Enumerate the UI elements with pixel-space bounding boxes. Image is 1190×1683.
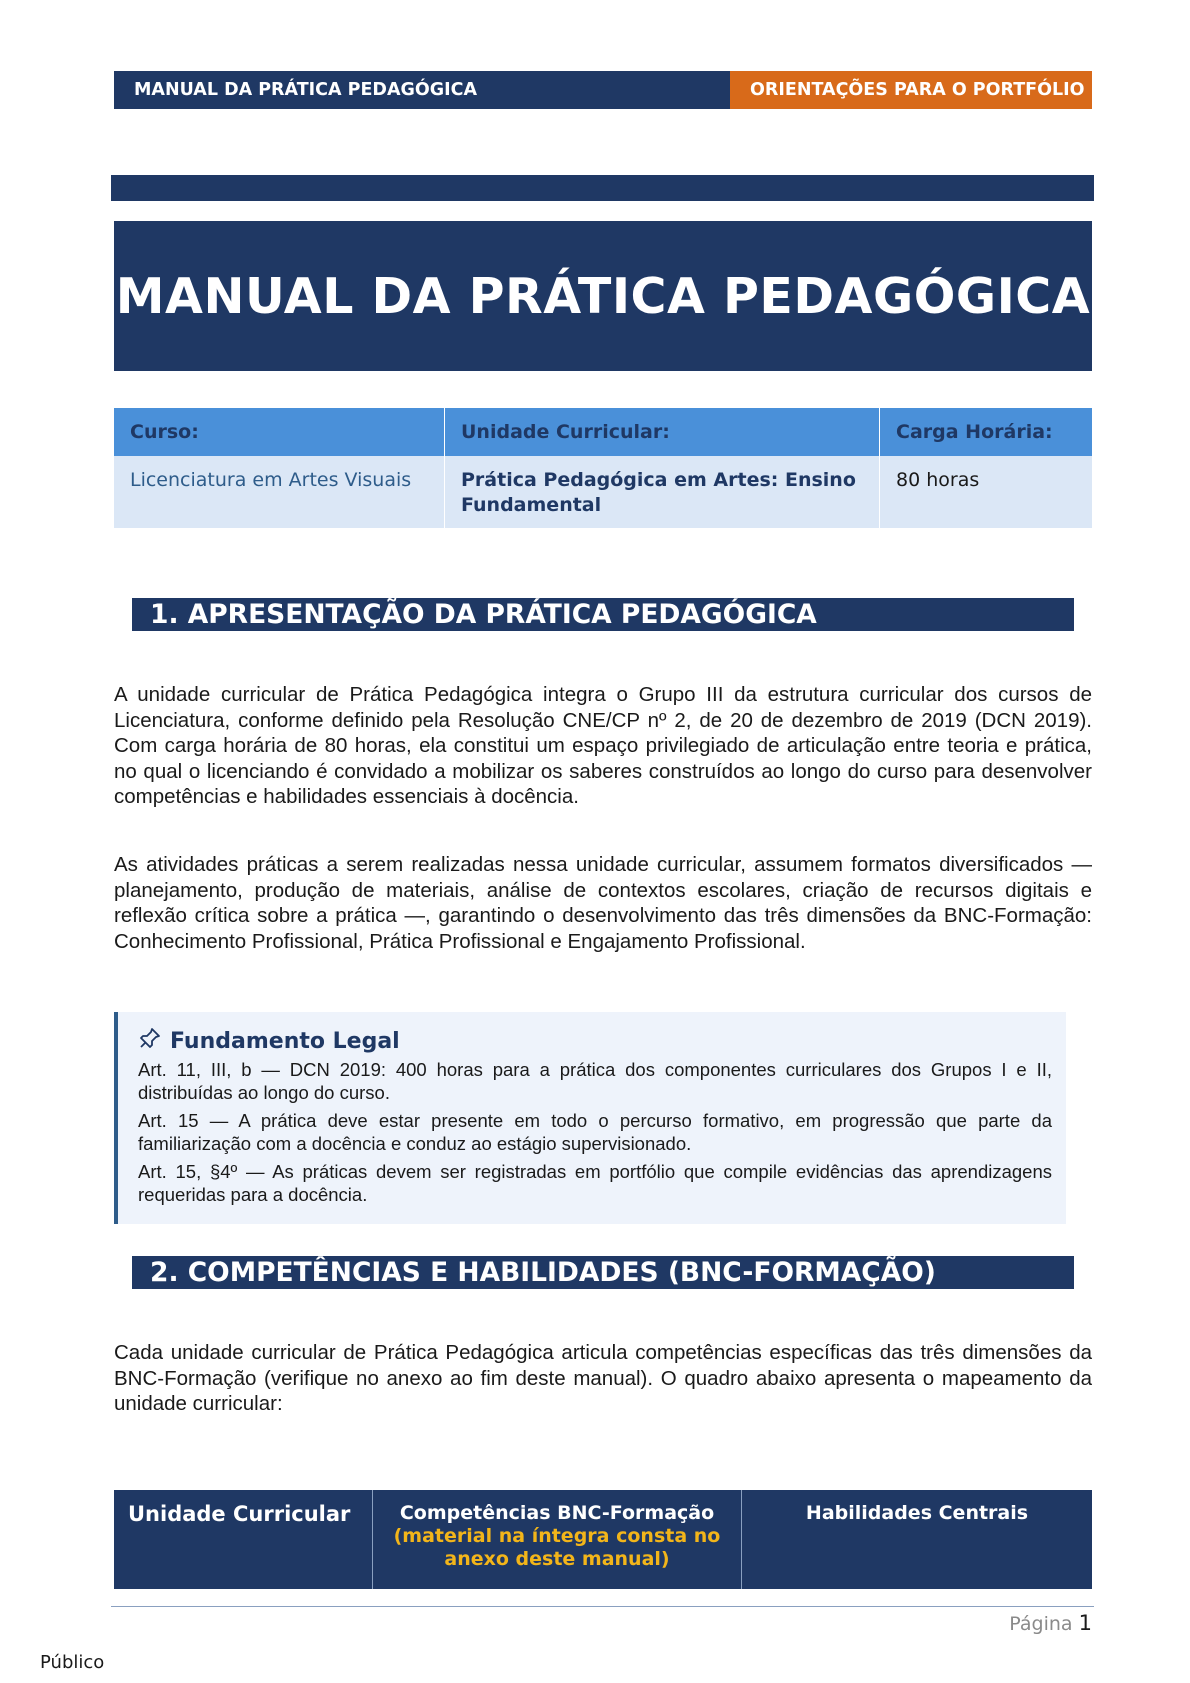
classification-label: Público xyxy=(40,1652,105,1673)
header-left-label: MANUAL DA PRÁTICA PEDAGÓGICA xyxy=(114,71,730,109)
section-1-paragraph-1: A unidade curricular de Prática Pedagógica integra o Grupo III da estrutura curricular dos cursos de Licenciatura, conforme definido pela Resolução CNE/CP nº 2, de 20 de dezembro de 2019 (DCN 2019). Com carga horária de 80 horas, ela constitui um espaço privilegiado de articulação entre teoria e prática, no qual o licenciando é convidado a mobilizar os saberes construídos ao longo do curso para desenvolver competências e habilidades essenciais à docência. xyxy=(114,683,1092,808)
legal-box-title-row xyxy=(138,1026,1052,1056)
section-1-heading: 1. APRESENTAÇÃO DA PRÁTICA PEDAGÓGICA xyxy=(132,598,1074,631)
workload-value: 80 horas xyxy=(880,456,1093,528)
competence-column-title: Competências BNC-Formação xyxy=(399,1502,715,1524)
section-1-paragraph-2: As atividades práticas a serem realizadas nessa unidade curricular, assumem formatos diversificados — planejamento, produção de materiais, análise de contextos escolares, criação de recursos digitais e reflexão crítica sobre a prática —, garantindo o desenvolvimento das três dimensões da BNC-Formação: Conhecimento Profissional, Prática Profissional e Engajamento Profissional. xyxy=(114,853,1092,953)
document-title: MANUAL DA PRÁTICA PEDAGÓGICA xyxy=(114,221,1092,371)
legal-item-3: Art. 15, §4º — As práticas devem ser registradas em portfólio que compile evidências das aprendizagens requeridas para a docência. xyxy=(138,1161,1052,1205)
legal-item-1: Art. 11, III, b — DCN 2019: 400 horas para a prática dos componentes curriculares dos Grupos I e II, distribuídas ao longo do curso. xyxy=(138,1059,1052,1103)
legal-foundation-box xyxy=(114,1012,1066,1224)
unit-value: Prática Pedagógica em Artes: Ensino Fundamental xyxy=(445,456,880,528)
competence-column-note: (material na íntegra consta no anexo deste manual) xyxy=(393,1525,721,1570)
workload-header: Carga Horária: xyxy=(880,408,1093,456)
legal-item-2: Art. 15 — A prática deve estar presente em todo o percurso formativo, em progressão que parte da familiarização com a docência e conduz ao estágio supervisionado. xyxy=(138,1110,1052,1154)
legal-box-title: Fundamento Legal xyxy=(170,1028,400,1054)
header-right-label: ORIENTAÇÕES PARA O PORTFÓLIO xyxy=(730,71,1092,109)
course-info-table xyxy=(114,408,1092,528)
course-header: Curso: xyxy=(114,408,445,456)
competence-column-header xyxy=(373,1490,742,1589)
section-2-paragraph: Cada unidade curricular de Prática Pedagógica articula competências específicas das três dimensões da BNC-Formação (verifique no anexo ao fim deste manual). O quadro abaixo apresenta o mapeamento da unidade curricular: xyxy=(114,1341,1092,1415)
section-2-heading: 2. COMPETÊNCIAS E HABILIDADES (BNC-FORMAÇÃO) xyxy=(132,1256,1074,1289)
skills-column-header: Habilidades Centrais xyxy=(742,1490,1093,1589)
page-label: Página xyxy=(1009,1613,1073,1635)
unit-header: Unidade Curricular: xyxy=(445,408,880,456)
decorative-bar xyxy=(111,175,1094,201)
footer-divider xyxy=(111,1606,1094,1607)
course-value: Licenciatura em Artes Visuais xyxy=(114,456,445,528)
page-number: 1 xyxy=(1078,1611,1092,1635)
unit-column-header: Unidade Curricular xyxy=(114,1490,373,1589)
competence-table xyxy=(114,1490,1092,1589)
page-indicator xyxy=(1000,1611,1092,1635)
pushpin-icon xyxy=(138,1026,162,1056)
